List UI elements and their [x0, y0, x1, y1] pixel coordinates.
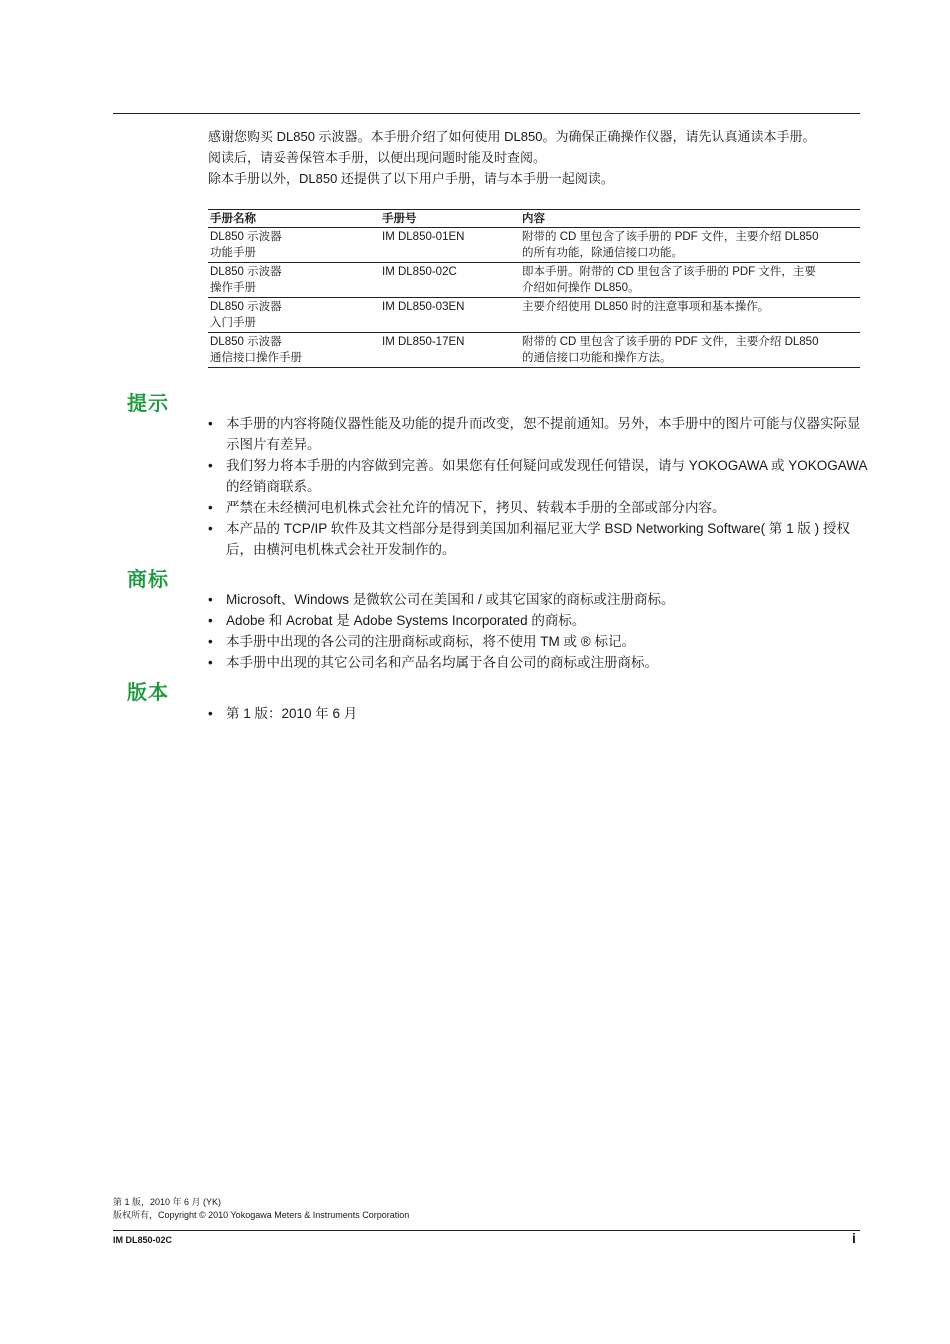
bullet-icon: •: [208, 592, 213, 607]
footer-edition-block: [113, 1196, 409, 1222]
edition-line: 第 1 版，2010 年 6 月 (YK): [113, 1197, 222, 1207]
bullet-icon: •: [208, 613, 213, 628]
list-item: [208, 631, 868, 652]
list-item: [208, 589, 868, 610]
list-item: [208, 703, 868, 724]
intro-paragraph: [208, 126, 868, 189]
manual-name-cell: DL850 示波器 入门手册: [208, 298, 380, 333]
manual-name-cell: DL850 示波器 功能手册: [208, 228, 380, 263]
trademarks-heading: 商标: [127, 569, 169, 591]
manual-list-table: [208, 209, 860, 368]
bullet-icon: •: [208, 416, 213, 431]
manual-content-cell: 附带的 CD 里包含了该手册的 PDF 文件，主要介绍 DL850 的所有功能，除通信接口功能。: [520, 228, 860, 263]
list-item: [208, 610, 868, 631]
manual-number-cell: IM DL850-02C: [380, 263, 520, 298]
list-item: [208, 652, 868, 673]
column-header-name: 手册名称: [208, 210, 380, 228]
top-rule: [113, 113, 860, 114]
manual-number-cell: IM DL850-01EN: [380, 228, 520, 263]
table-row: [208, 263, 860, 298]
notes-list: [208, 413, 868, 560]
manual-name-cell: DL850 示波器 通信接口操作手册: [208, 333, 380, 368]
manual-content-cell: 主要介绍使用 DL850 时的注意事项和基本操作。: [520, 298, 860, 333]
table-row: [208, 298, 860, 333]
table-header-row: [208, 210, 860, 228]
document-id: IM DL850-02C: [113, 1235, 173, 1245]
list-item: [208, 497, 868, 518]
page-number: i: [852, 1230, 856, 1246]
list-item-text: 第 1 版：2010 年 6 月: [226, 706, 358, 721]
trademarks-list: [208, 589, 868, 673]
bullet-icon: •: [208, 655, 213, 670]
table-row: [208, 333, 860, 368]
list-item-text: 本手册中出现的各公司的注册商标或商标，将不使用 TM 或 ® 标记。: [226, 634, 635, 649]
revisions-heading: 版本: [127, 682, 169, 704]
manual-name-cell: DL850 示波器 操作手册: [208, 263, 380, 298]
list-item-text: 严禁在未经横河电机株式会社允许的情况下，拷贝、转载本手册的全部或部分内容。: [226, 500, 726, 515]
column-header-content: 内容: [520, 210, 860, 228]
list-item: [208, 455, 868, 497]
manual-content-cell: 附带的 CD 里包含了该手册的 PDF 文件，主要介绍 DL850 的通信接口功能和操作方法。: [520, 333, 860, 368]
notes-heading: 提示: [127, 393, 169, 415]
list-item-text: 本产品的 TCP/IP 软件及其文档部分是得到美国加利福尼亚大学 BSD Networking Software( 第 1 版 ) 授权后，由横河电机株式会社开发制作的。: [226, 521, 850, 557]
bullet-icon: •: [208, 634, 213, 649]
list-item-text: 本手册的内容将随仪器性能及功能的提升而改变，恕不提前通知。另外，本手册中的图片可能与仪器实际显示图片有差异。: [226, 416, 861, 452]
copyright-line: 版权所有，Copyright © 2010 Yokogawa Meters & Instruments Corporation: [113, 1210, 410, 1220]
column-header-number: 手册号: [380, 210, 520, 228]
revisions-list: [208, 703, 868, 724]
manual-content-cell: 即本手册。附带的 CD 里包含了该手册的 PDF 文件，主要 介绍如何操作 DL850。: [520, 263, 860, 298]
list-item-text: Adobe 和 Acrobat 是 Adobe Systems Incorporated 的商标。: [226, 613, 586, 628]
manual-number-cell: IM DL850-17EN: [380, 333, 520, 368]
bottom-rule: [113, 1230, 860, 1231]
list-item: [208, 413, 868, 455]
bullet-icon: •: [208, 458, 213, 473]
list-item: [208, 518, 868, 560]
bullet-icon: •: [208, 521, 213, 536]
intro-line: 感谢您购买 DL850 示波器。本手册介绍了如何使用 DL850。为确保正确操作仪器，请先认真通读本手册。: [208, 129, 816, 144]
intro-line: 除本手册以外，DL850 还提供了以下用户手册，请与本手册一起阅读。: [208, 171, 614, 186]
table-row: [208, 228, 860, 263]
list-item-text: Microsoft、Windows 是微软公司在美国和 / 或其它国家的商标或注册商标。: [226, 592, 675, 607]
bullet-icon: •: [208, 500, 213, 515]
manual-number-cell: IM DL850-03EN: [380, 298, 520, 333]
intro-line: 阅读后，请妥善保管本手册，以便出现问题时能及时查阅。: [208, 150, 547, 165]
list-item-text: 本手册中出现的其它公司名和产品名均属于各自公司的商标或注册商标。: [226, 655, 658, 670]
list-item-text: 我们努力将本手册的内容做到完善。如果您有任何疑问或发现任何错误，请与 YOKOGAWA 或 YOKOGAWA 的经销商联系。: [226, 458, 867, 494]
bullet-icon: •: [208, 706, 213, 721]
